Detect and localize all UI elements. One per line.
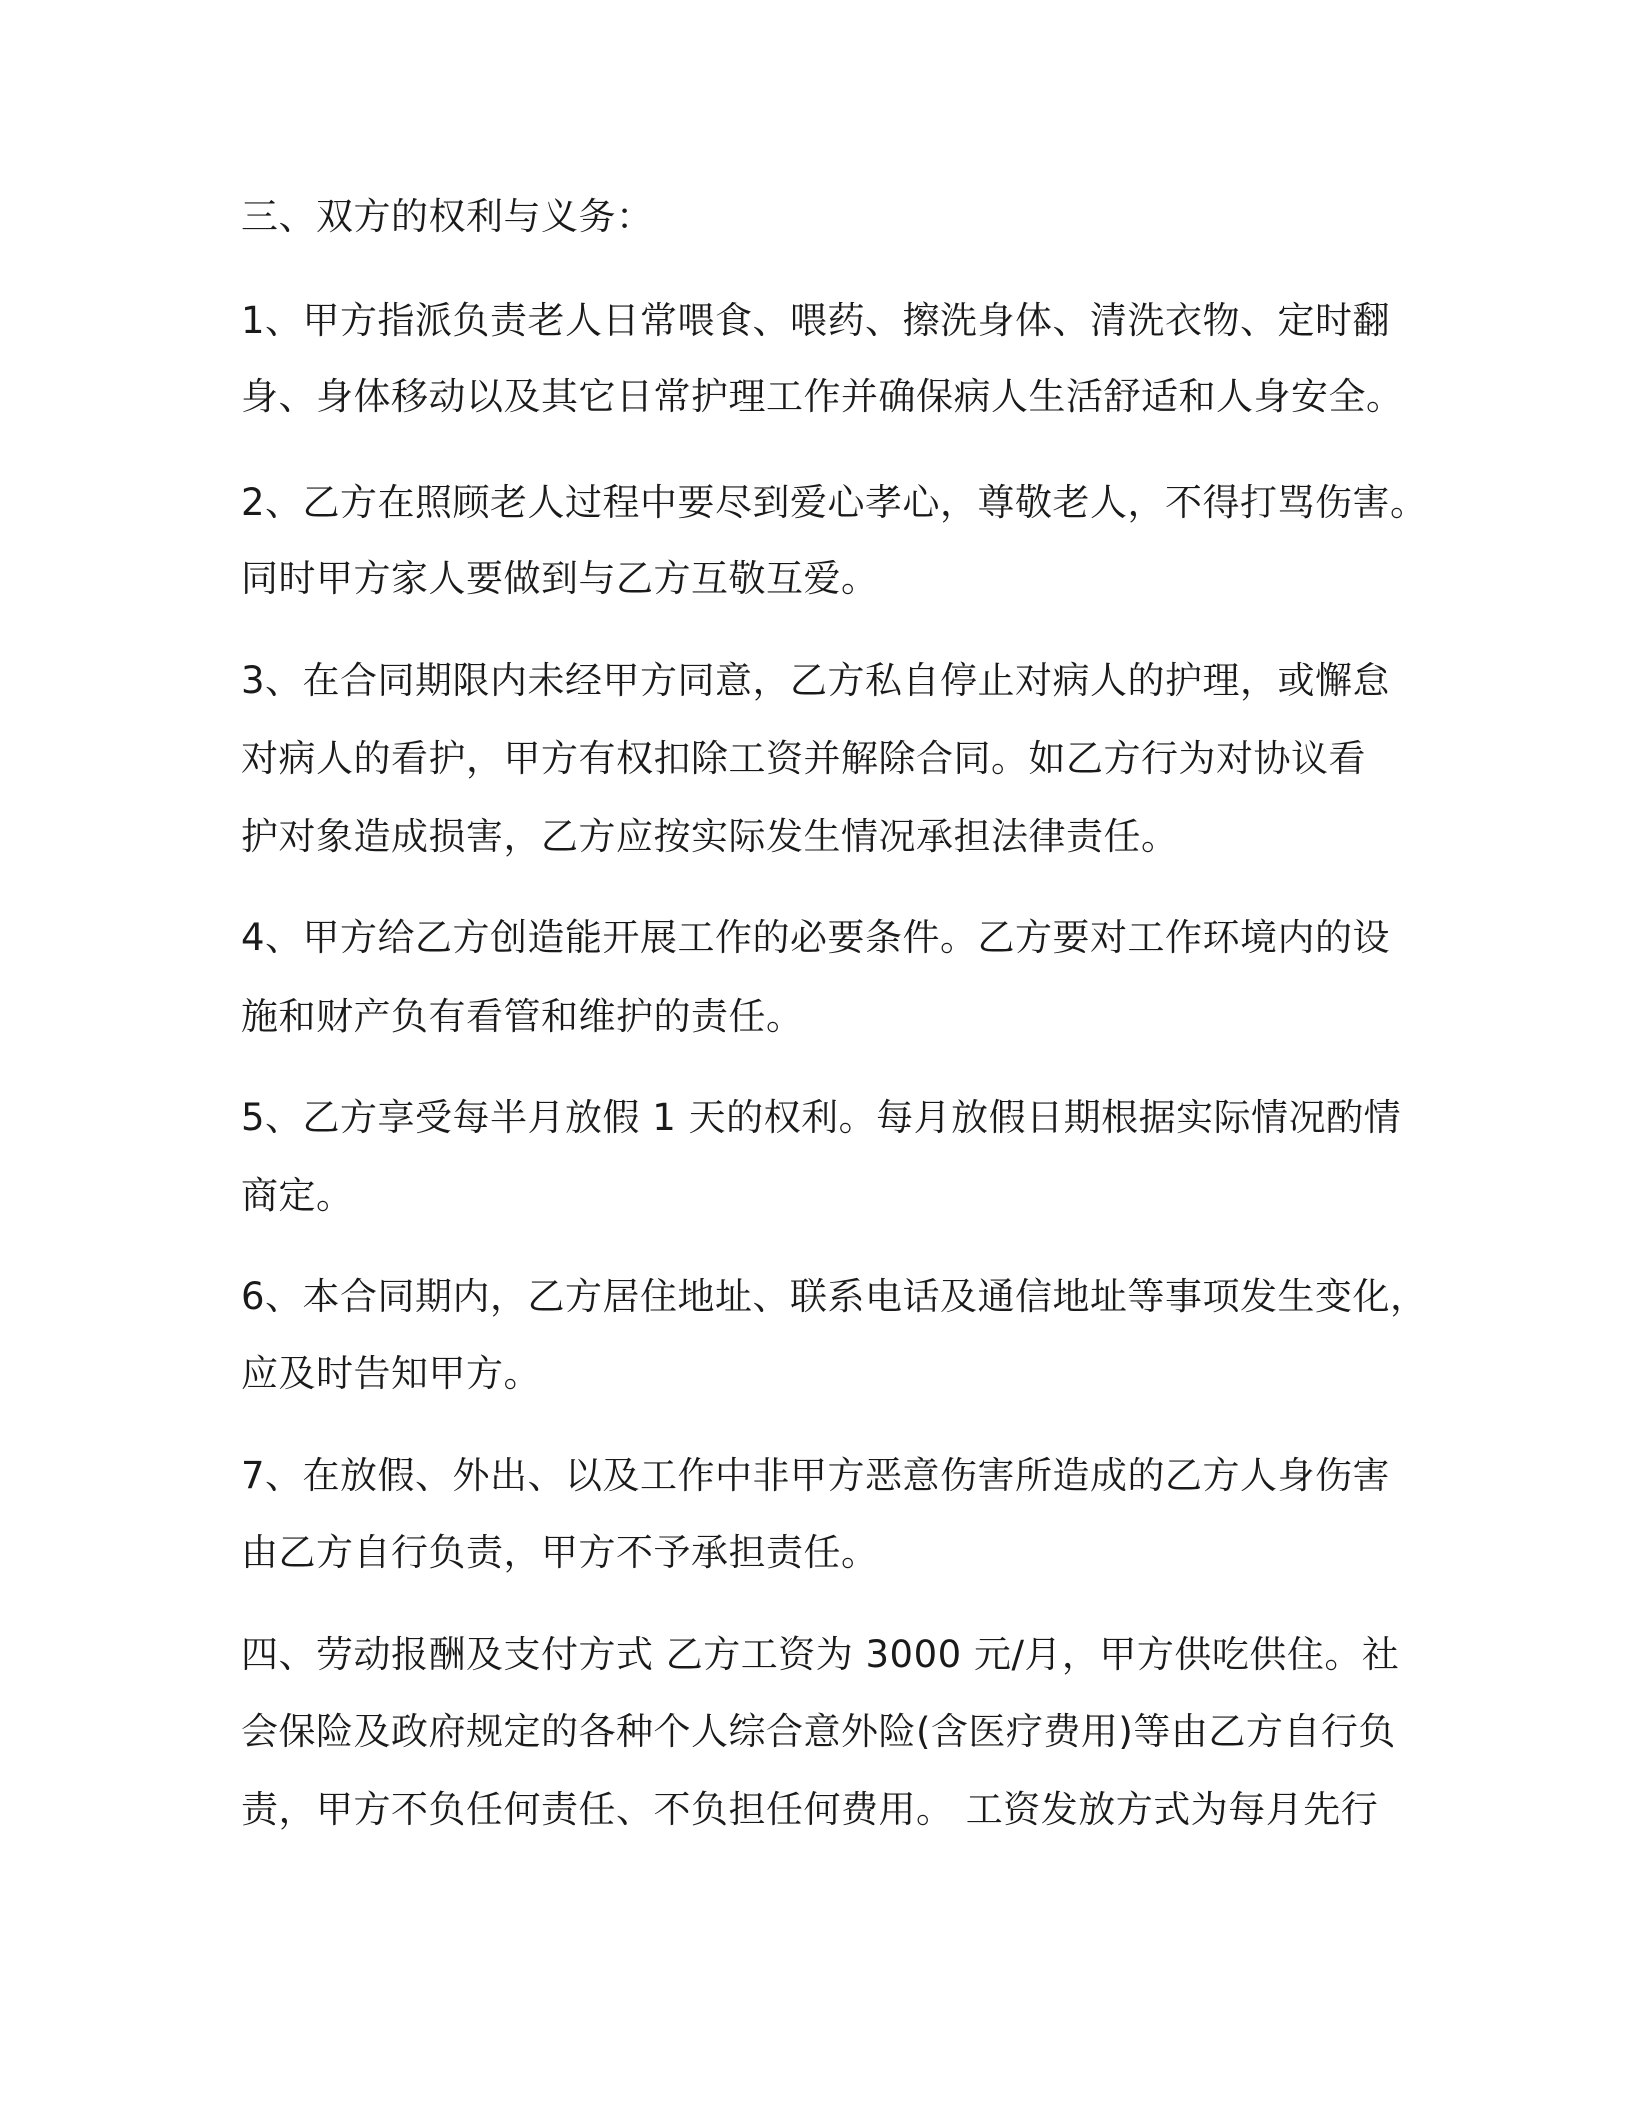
clause-4-line-1: 4、甲方给乙方创造能开展工作的必要条件。乙方要对工作环境内的设 [241, 916, 1391, 959]
clause-4-line-2: 施和财产负有看管和维护的责任。 [241, 995, 804, 1038]
clause-3-line-2: 对病人的看护，甲方有权扣除工资并解除合同。如乙方行为对协议看 [241, 737, 1366, 780]
clause-6-line-1: 6、本合同期内，乙方居住地址、联系电话及通信地址等事项发生变化， [241, 1275, 1428, 1318]
clause-2-line-1: 2、乙方在照顾老人过程中要尽到爱心孝心，尊敬老人，不得打骂伤害。 [241, 481, 1428, 524]
clause-7-line-1: 7、在放假、外出、以及工作中非甲方恶意伤害所造成的乙方人身伤害 [241, 1454, 1391, 1497]
clause-3-line-3: 护对象造成损害，乙方应按实际发生情况承担法律责任。 [241, 815, 1179, 858]
clause-3-line-1: 3、在合同期限内未经甲方同意，乙方私自停止对病人的护理，或懈怠 [241, 659, 1391, 702]
clause-5-line-1: 5、乙方享受每半月放假 1 天的权利。每月放假日期根据实际情况酌情 [241, 1096, 1402, 1139]
section-heading-rights-obligations: 三、双方的权利与义务： [241, 195, 654, 238]
clause-2-line-2: 同时甲方家人要做到与乙方互敬互爱。 [241, 557, 879, 600]
section-4-line-3: 责，甲方不负任何责任、不负担任何费用。 工资发放方式为每月先行 [241, 1788, 1379, 1831]
section-4-line-1: 四、劳动报酬及支付方式 乙方工资为 3000 元/月，甲方供吃供住。社 [241, 1633, 1400, 1676]
clause-5-line-2: 商定。 [241, 1174, 354, 1217]
section-4-line-2: 会保险及政府规定的各种个人综合意外险(含医疗费用)等由乙方自行负 [241, 1710, 1396, 1753]
clause-1-line-1: 1、甲方指派负责老人日常喂食、喂药、擦洗身体、清洗衣物、定时翻 [241, 299, 1391, 342]
clause-6-line-2: 应及时告知甲方。 [241, 1352, 541, 1395]
clause-1-line-2: 身、身体移动以及其它日常护理工作并确保病人生活舒适和人身安全。 [241, 375, 1404, 418]
clause-7-line-2: 由乙方自行负责，甲方不予承担责任。 [241, 1531, 879, 1574]
